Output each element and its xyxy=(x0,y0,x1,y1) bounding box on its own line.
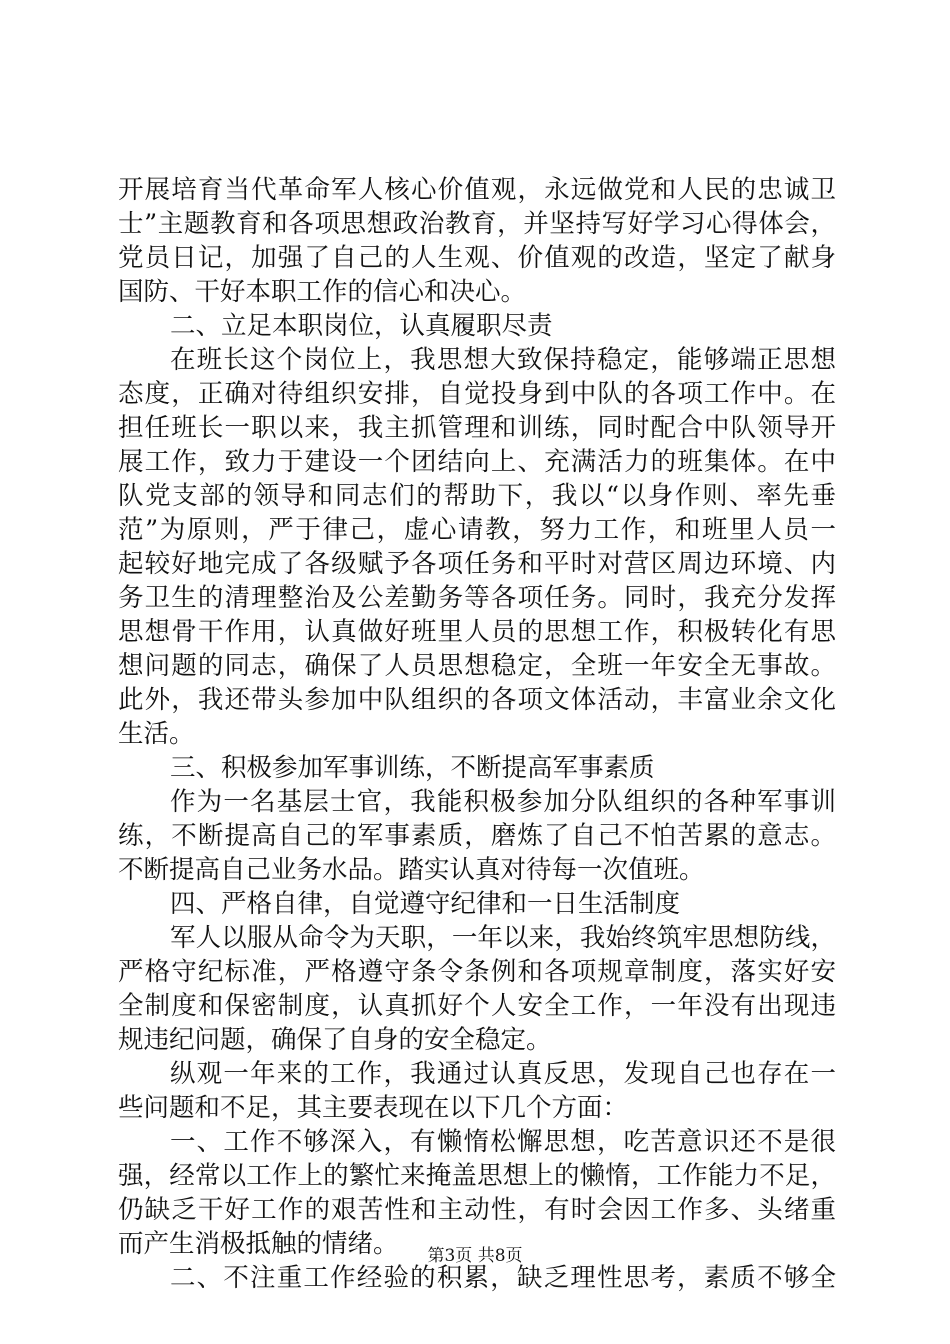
text-line: 练，不断提高自己的军事素质，磨炼了自己不怕苦累的意志。 xyxy=(118,821,836,851)
text-line: 展工作，致力于建设一个团结向上、充满活力的班集体。在中 xyxy=(118,447,836,477)
section-heading: 三、积极参加军事训练，不断提高军事素质 xyxy=(170,753,655,783)
text-line: 国防、干好本职工作的信心和决心。 xyxy=(118,277,527,307)
text-line: 范”为原则，严于律己，虚心请教，努力工作，和班里人员一 xyxy=(118,515,836,545)
text-line: 强，经常以工作上的繁忙来掩盖思想上的懒惰，工作能力不足， xyxy=(118,1161,836,1191)
body-text xyxy=(118,173,836,1295)
text-line: 规违纪问题，确保了自身的安全稳定。 xyxy=(118,1025,552,1055)
text-line: 军人以服从命令为天职，一年以来，我始终筑牢思想防线， xyxy=(170,923,836,953)
text-line: 严格守纪标准，严格遵守条令条例和各项规章制度，落实好安 xyxy=(118,957,836,987)
text-line: 担任班长一职以来，我主抓管理和训练，同时配合中队领导开 xyxy=(118,413,836,443)
text-line: 开展培育当代革命军人核心价值观，永远做党和人民的忠诚卫 xyxy=(118,175,836,205)
text-line: 思想骨干作用，认真做好班里人员的思想工作，积极转化有思 xyxy=(118,617,836,647)
text-line: 队党支部的领导和同志们的帮助下，我以“以身作则、率先垂 xyxy=(118,481,836,511)
page-footer: 第3页 共8页 xyxy=(427,1246,523,1266)
text-line: 而产生消极抵触的情绪。 xyxy=(118,1229,399,1259)
text-line: 一、工作不够深入，有懒惰松懈思想，吃苦意识还不是很 xyxy=(170,1127,836,1157)
text-line: 生活。 xyxy=(118,719,195,749)
section-heading: 四、严格自律，自觉遵守纪律和一日生活制度 xyxy=(170,889,681,919)
text-line: 纵观一年来的工作，我通过认真反思，发现自己也存在一 xyxy=(170,1059,836,1089)
text-line: 在班长这个岗位上，我思想大致保持稳定，能够端正思想 xyxy=(170,345,836,375)
text-line: 全制度和保密制度，认真抓好个人安全工作，一年没有出现违 xyxy=(118,991,836,1021)
text-line: 起较好地完成了各级赋予各项任务和平时对营区周边环境、内 xyxy=(118,549,836,579)
text-line: 仍缺乏干好工作的艰苦性和主动性，有时会因工作多、头绪重 xyxy=(118,1195,836,1225)
text-line: 二、不注重工作经验的积累，缺乏理性思考，素质不够全 xyxy=(170,1263,836,1293)
text-line: 想问题的同志，确保了人员思想稳定，全班一年安全无事故。 xyxy=(118,651,836,681)
text-line: 士”主题教育和各项思想政治教育，并坚持写好学习心得体会， xyxy=(118,209,836,239)
text-line: 些问题和不足，其主要表现在以下几个方面： xyxy=(118,1093,629,1123)
text-line: 不断提高自己业务水品。踏实认真对待每一次值班。 xyxy=(118,855,705,885)
text-line: 务卫生的清理整治及公差勤务等各项任务。同时，我充分发挥 xyxy=(118,583,836,613)
text-line: 态度，正确对待组织安排，自觉投身到中队的各项工作中。在 xyxy=(118,379,836,409)
text-line: 此外，我还带头参加中队组织的各项文体活动，丰富业余文化 xyxy=(118,685,836,715)
text-line: 作为一名基层士官，我能积极参加分队组织的各种军事训 xyxy=(170,787,836,817)
section-heading: 二、立足本职岗位，认真履职尽责 xyxy=(170,311,553,341)
text-line: 党员日记，加强了自己的人生观、价值观的改造，坚定了献身 xyxy=(118,243,836,273)
